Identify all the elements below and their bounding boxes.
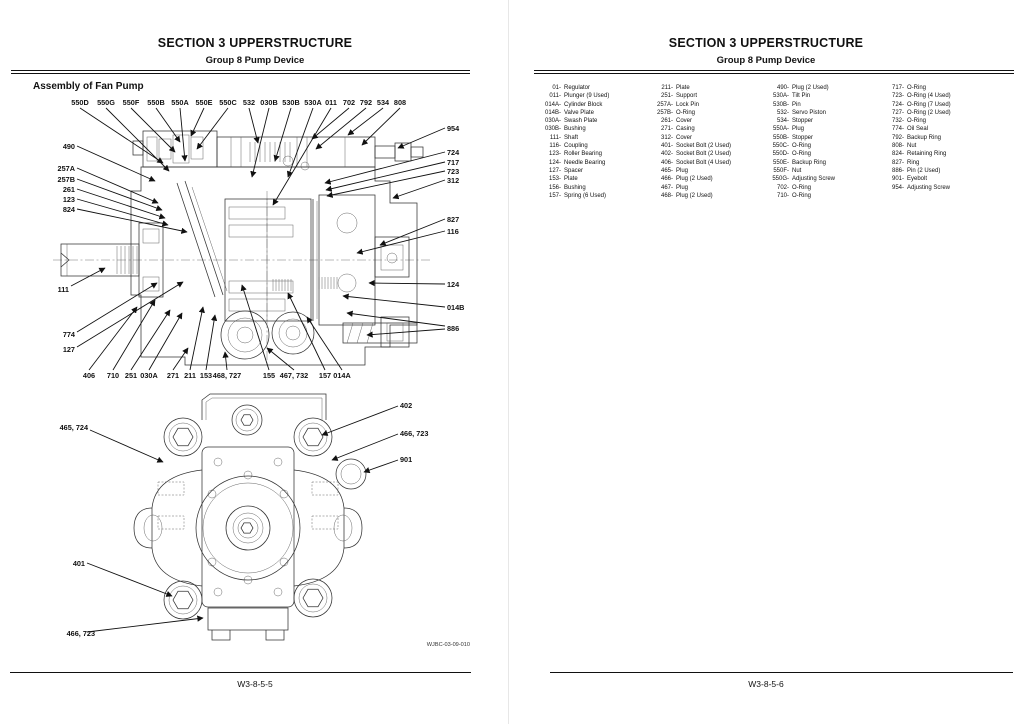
part-code: 466- [660, 176, 673, 183]
part-name: Support [676, 93, 698, 100]
parts-row [643, 92, 731, 100]
part-code: 732- [891, 118, 904, 125]
fig1-callout: 490 [62, 142, 75, 151]
part-name: Eyebolt [907, 176, 928, 183]
part-code: 534- [776, 118, 789, 125]
parts-row [759, 134, 835, 142]
part-code: 550B- [772, 134, 789, 141]
parts-row [874, 125, 951, 133]
part-name: Stopper [792, 134, 814, 141]
parts-row [643, 134, 731, 142]
fig1-callout: 271 [166, 371, 180, 380]
parts-row [531, 184, 609, 192]
footer-rule [10, 672, 471, 673]
assembly-heading: Assembly of Fan Pump [33, 81, 144, 92]
manual-page-left [0, 0, 510, 724]
part-name: Backup Ring [792, 159, 827, 166]
part-code: 406- [660, 159, 673, 166]
parts-row [643, 84, 731, 92]
part-code: 261- [660, 118, 673, 125]
part-code: 111- [549, 134, 561, 141]
part-code: 251- [660, 93, 673, 100]
part-name: Cover [676, 118, 693, 125]
fig1-callout: 155 [262, 371, 276, 380]
part-name: Nut [907, 143, 917, 150]
part-name: O-Ring [792, 151, 812, 158]
part-code: 271- [660, 126, 673, 133]
fig1-callout: 550G [97, 98, 115, 107]
part-code: 717- [891, 85, 904, 91]
part-name: Casing [676, 126, 695, 133]
part-name: O-Ring [792, 143, 812, 150]
part-name: O-Ring [792, 192, 812, 199]
fig2-callout: 401 [72, 559, 85, 568]
part-code: 467- [660, 184, 673, 191]
part-code: 257A- [656, 101, 673, 108]
fig1-callout: 530B [282, 98, 300, 107]
parts-row [643, 175, 731, 183]
part-name: Pin (2 Used) [907, 167, 941, 174]
fig1-callout: 550F [122, 98, 140, 107]
fig1-callout: 261 [62, 185, 75, 194]
fig1-callout: 724 [447, 148, 460, 157]
part-code: 014B- [544, 109, 561, 116]
fig1-callout: 792 [359, 98, 373, 107]
fig1-callout: 211 [184, 371, 196, 380]
fig1-callout: 116 [447, 227, 459, 236]
part-code: 901- [891, 176, 904, 183]
part-code: 153- [548, 176, 561, 183]
parts-row [759, 175, 835, 183]
part-code: 792- [891, 134, 904, 141]
fig2-callout: 901 [400, 455, 413, 464]
part-name: Valve Plate [564, 109, 594, 116]
header-rule [534, 70, 1014, 74]
part-code: 011- [549, 93, 561, 100]
part-code: 257B- [656, 109, 673, 116]
fig1-callout: 702 [342, 98, 356, 107]
part-code: 886- [891, 167, 904, 174]
fig1-callout: 723 [447, 167, 460, 176]
part-code: 532- [776, 109, 789, 116]
parts-row [643, 159, 731, 167]
fig1-callout: 468, 727 [212, 371, 242, 380]
part-name: Lock Pin [676, 101, 700, 108]
part-code: 468- [660, 192, 673, 199]
fig2-callout: 402 [400, 401, 413, 410]
parts-row [531, 134, 609, 142]
part-name: Backup Ring [907, 134, 942, 141]
part-name: O-Ring [907, 118, 927, 125]
fig1-callout: 717 [447, 158, 460, 167]
fig1-callout: 123 [62, 195, 75, 204]
parts-row [759, 92, 835, 100]
fig1-callout: 532 [242, 98, 256, 107]
part-name: Plate [564, 176, 578, 183]
parts-row [874, 101, 951, 109]
parts-column-4 [874, 84, 951, 192]
section-title: SECTION 3 UPPERSTRUCTURE [668, 36, 864, 50]
part-name: Oil Seal [907, 126, 929, 133]
fig1-callout: 808 [393, 98, 407, 107]
part-name: Cylinder Block [564, 101, 603, 108]
fig1-callout: 406 [82, 371, 96, 380]
part-code: 954- [891, 184, 904, 191]
part-code: 402- [660, 151, 673, 158]
parts-row [531, 109, 609, 117]
part-code: 702- [776, 184, 789, 191]
part-code: 550G- [772, 176, 789, 183]
parts-column-1 [531, 84, 609, 200]
part-code: 824- [891, 151, 904, 158]
part-code: 530A- [772, 93, 789, 100]
fig1-callout: 014A [333, 371, 351, 380]
parts-row [874, 159, 951, 167]
parts-row [531, 92, 609, 100]
parts-row [759, 84, 835, 92]
fan-pump-cross-section-figure [45, 95, 470, 390]
fig1-callout: 954 [447, 124, 460, 133]
part-code: 550D- [772, 151, 789, 158]
parts-row [874, 84, 951, 92]
part-name: Needle Bearing [564, 159, 606, 166]
part-code: 727- [891, 109, 904, 116]
part-code: 724- [891, 101, 904, 108]
parts-row [643, 117, 731, 125]
part-code: 124- [548, 159, 561, 166]
parts-row [759, 167, 835, 175]
fig1-callout: 030A [140, 371, 158, 380]
parts-row [874, 175, 951, 183]
part-name: O-Ring [907, 85, 927, 91]
parts-row [531, 167, 609, 175]
part-name: Plug (2 Used) [676, 176, 713, 183]
header-rule [11, 70, 470, 74]
fig1-callout: 550A [171, 98, 189, 107]
part-name: Nut [792, 167, 802, 174]
parts-row [759, 101, 835, 109]
fig1-callout: 827 [447, 215, 460, 224]
parts-row [759, 142, 835, 150]
part-code: 723- [891, 93, 904, 100]
page-number: W3-8-5-6 [748, 679, 784, 689]
part-code: 01- [552, 85, 561, 91]
fig1-callout: 251 [124, 371, 138, 380]
part-name: Regulator [564, 85, 591, 91]
parts-row [874, 184, 951, 192]
fig1-callout: 550B [147, 98, 165, 107]
group-title: Group 8 Pump Device [716, 55, 816, 66]
part-name: Pin [792, 101, 801, 108]
parts-row [874, 167, 951, 175]
fig1-callout: 257B [57, 175, 75, 184]
fig1-callout: 124 [447, 280, 460, 289]
parts-column-2 [643, 84, 731, 200]
part-code: 808- [891, 143, 904, 150]
fig1-callout: 824 [62, 205, 75, 214]
fig2-callout: 465, 724 [59, 423, 88, 432]
fig1-callout: 157 [318, 371, 332, 380]
part-name: Servo Piston [792, 109, 827, 116]
part-name: Plug [676, 184, 689, 191]
parts-row [759, 192, 835, 200]
fig1-callout: 030B [260, 98, 278, 107]
fig1-callout: 014B [447, 303, 465, 312]
part-code: 490- [776, 85, 789, 91]
parts-row [874, 150, 951, 158]
group-title: Group 8 Pump Device [205, 55, 305, 66]
fig1-callout: 257A [57, 164, 75, 173]
part-code: 030A- [544, 118, 561, 125]
parts-row [643, 192, 731, 200]
part-code: 116- [549, 143, 561, 150]
parts-row [643, 150, 731, 158]
part-name: Plug [792, 126, 805, 133]
parts-row [531, 101, 609, 109]
fig1-callout: 550C [219, 98, 237, 107]
part-code: 211- [661, 85, 673, 91]
parts-row [759, 159, 835, 167]
part-name: Spring (6 Used) [564, 192, 607, 199]
part-code: 123- [548, 151, 561, 158]
part-name: Shaft [564, 134, 579, 141]
part-code: 156- [548, 184, 561, 191]
part-code: 710- [776, 192, 789, 199]
part-name: Plate [676, 85, 690, 91]
part-code: 550E- [772, 159, 789, 166]
leader-arrows [71, 108, 445, 370]
parts-row [759, 150, 835, 158]
fan-pump-front-view-figure [50, 390, 470, 655]
part-name: Plug (2 Used) [792, 85, 829, 91]
part-name: Bushing [564, 126, 586, 133]
parts-row [874, 142, 951, 150]
parts-row [759, 117, 835, 125]
part-code: 157- [548, 192, 561, 199]
part-name: Coupling [564, 143, 588, 150]
fig1-callout: 550D [71, 98, 89, 107]
part-code: 550F- [773, 167, 789, 174]
parts-row [759, 184, 835, 192]
parts-row [759, 109, 835, 117]
pump-front-drawing [134, 394, 366, 640]
part-name: Socket Bolt (4 Used) [676, 159, 732, 166]
part-name: Retaining Ring [907, 151, 947, 158]
part-name: Bushing [564, 184, 586, 191]
part-code: 530B- [772, 101, 789, 108]
fig2-callout-labels [60, 401, 470, 648]
part-name: Swash Plate [564, 118, 598, 125]
part-code: 312- [660, 134, 673, 141]
part-name: Plug [676, 167, 689, 174]
part-code: 401- [660, 143, 673, 150]
part-name: Adjusting Screw [792, 176, 836, 183]
part-name: Tilt Pin [792, 93, 811, 100]
fig1-callout: 530A [304, 98, 322, 107]
part-name: O-Ring (4 Used) [907, 93, 951, 100]
part-code: 827- [891, 159, 904, 166]
part-name: Socket Bolt (2 Used) [676, 151, 732, 158]
part-name: Spacer [564, 167, 584, 174]
parts-row [643, 167, 731, 175]
fig1-callout: 886 [447, 324, 460, 333]
parts-row [531, 175, 609, 183]
parts-list [511, 84, 1021, 214]
fig1-callout: 127 [62, 345, 75, 354]
fig1-callout: 312 [447, 176, 460, 185]
part-code: 774- [891, 126, 904, 133]
part-code: 127- [548, 167, 561, 174]
part-code: 550C- [772, 143, 789, 150]
parts-row [874, 117, 951, 125]
fig1-callout: 550E [195, 98, 213, 107]
part-name: Stopper [792, 118, 814, 125]
fig1-callout: 153 [199, 371, 213, 380]
parts-row [643, 142, 731, 150]
part-name: O-Ring (7 Used) [907, 101, 951, 108]
fig2-callout: 466, 723 [66, 629, 95, 638]
parts-row [531, 117, 609, 125]
parts-row [531, 159, 609, 167]
manual-page-right [511, 0, 1021, 724]
page-number: W3-8-5-5 [237, 679, 273, 689]
fig1-callout: 710 [106, 371, 120, 380]
part-name: Roller Bearing [564, 151, 603, 158]
fig1-callout: 774 [62, 330, 75, 339]
fig1-callout: 467, 732 [279, 371, 309, 380]
part-code: 465- [660, 167, 673, 174]
part-name: Cover [676, 134, 693, 141]
part-name: Adjusting Screw [907, 184, 951, 191]
parts-row [874, 134, 951, 142]
part-name: Socket Bolt (2 Used) [676, 143, 732, 150]
part-name: Plug (2 Used) [676, 192, 713, 199]
parts-row [874, 92, 951, 100]
parts-row [531, 142, 609, 150]
footer-rule [550, 672, 1013, 673]
parts-row [874, 109, 951, 117]
parts-row [643, 109, 731, 117]
fig2-callout: 466, 723 [400, 429, 429, 438]
part-code: 030B- [544, 126, 561, 133]
parts-row [531, 125, 609, 133]
leader-arrows [87, 406, 398, 632]
part-name: Plunger (9 Used) [564, 93, 610, 100]
parts-row [759, 125, 835, 133]
part-code: 014A- [544, 101, 561, 108]
parts-row [531, 150, 609, 158]
part-name: O-Ring [792, 184, 812, 191]
part-code: 550A- [772, 126, 789, 133]
parts-row [643, 184, 731, 192]
fig1-callout: 011 [325, 98, 337, 107]
figure-code: WJBC-03-09-010 [426, 642, 470, 648]
fig1-callout: 534 [376, 98, 390, 107]
section-title: SECTION 3 UPPERSTRUCTURE [157, 36, 353, 50]
parts-row [643, 125, 731, 133]
parts-row [531, 84, 609, 92]
parts-column-3 [759, 84, 835, 200]
part-name: Ring [907, 159, 920, 166]
part-name: O-Ring [676, 109, 696, 116]
parts-row [643, 101, 731, 109]
parts-row [531, 192, 609, 200]
part-name: O-Ring (2 Used) [907, 109, 951, 116]
fig1-callout: 111 [57, 285, 69, 294]
